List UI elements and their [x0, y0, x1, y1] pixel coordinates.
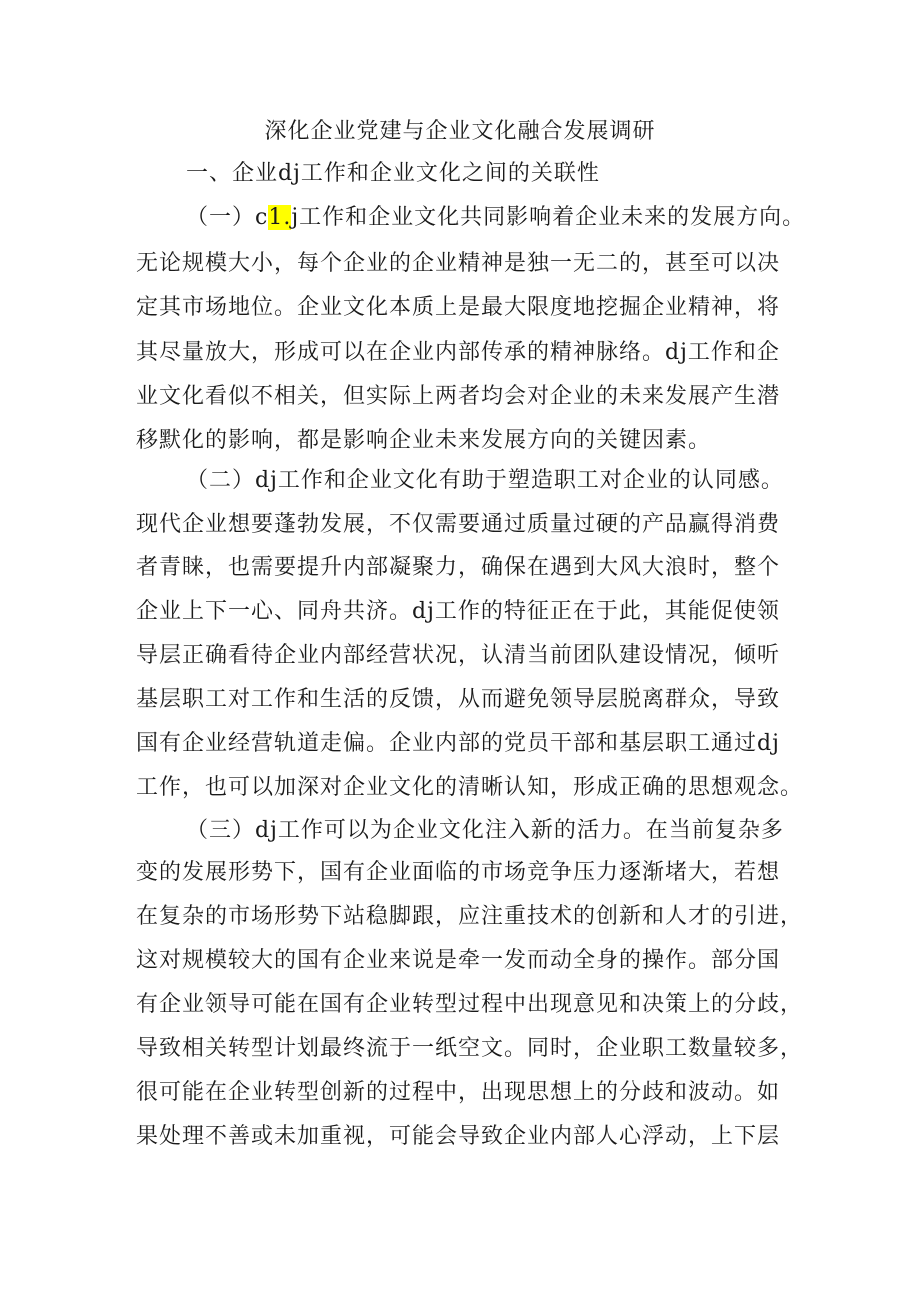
para2-line: 企业上下一心、同舟共济。dj工作的特征正在于此，其能促使领	[136, 599, 780, 624]
para2-lead: （二）dj工作和企业文化有助于塑造职工对企业的认同感。	[186, 468, 784, 493]
para2-line: 工作，也可以加深对企业文化的清晰认知，形成正确的思想观念。	[136, 775, 804, 800]
para2-line: 基层职工对工作和生活的反馈，从而避免领导层脱离群众，导致	[136, 687, 781, 712]
para3-line: 果处理不善或未加重视，可能会导致企业内部人心浮动，上下层	[136, 1124, 781, 1149]
para1-line: 无论规模大小，每个企业的企业精神是独一无二的，甚至可以决	[136, 251, 781, 276]
para3-line: 很可能在企业转型创新的过程中，出现思想上的分歧和波动。如	[136, 1080, 781, 1105]
para1-line: 其尽量放大，形成可以在企业内部传承的精神脉络。dj工作和企	[136, 340, 780, 365]
para3-line: 导致相关转型计划最终流于一纸空文。同时，企业职工数量较多，	[136, 1036, 804, 1061]
highlighted-text: 1.	[268, 205, 292, 230]
para1-lead-prefix: （一）c	[186, 205, 269, 230]
para1-lead	[186, 200, 805, 236]
para2-line: 国有企业经营轨道走偏。企业内部的党员干部和基层职工通过dj	[136, 731, 780, 756]
para3-line: 在复杂的市场形势下站稳脚跟，应注重技术的创新和人才的引进，	[136, 904, 804, 929]
para1-lead-suffix: j工作和企业文化共同影响着企业未来的发展方向。	[291, 205, 806, 230]
para1-line: 业文化看似不相关，但实际上两者均会对企业的未来发展产生潜	[136, 384, 781, 409]
para1-line: 移默化的影响，都是影响企业未来发展方向的关键因素。	[136, 428, 712, 453]
para3-line: 有企业领导可能在国有企业转型过程中出现意见和决策上的分歧，	[136, 992, 804, 1017]
para2-line: 者青睐，也需要提升内部凝聚力，确保在遇到大风大浪时，整个	[136, 555, 781, 580]
section-heading: 一、企业dj工作和企业文化之间的关联性	[186, 161, 600, 186]
para3-line: 变的发展形势下，国有企业面临的市场竞争压力逐渐堵大，若想	[136, 860, 781, 885]
para1-line: 定其市场地位。企业文化本质上是最大限度地挖掘企业精神，将	[136, 295, 781, 320]
para2-line: 导层正确看待企业内部经营状况，认清当前团队建设情况，倾听	[136, 643, 781, 668]
para3-lead: （三）dj工作可以为企业文化注入新的活力。在当前复杂多	[186, 818, 784, 843]
document-title: 深化企业党建与企业文化融合发展调研	[264, 119, 656, 144]
para2-line: 现代企业想要蓬勃发展，不仅需要通过质量过硬的产品赢得消费	[136, 512, 781, 537]
para3-line: 这对规模较大的国有企业来说是牵一发而动全身的操作。部分国	[136, 948, 781, 973]
